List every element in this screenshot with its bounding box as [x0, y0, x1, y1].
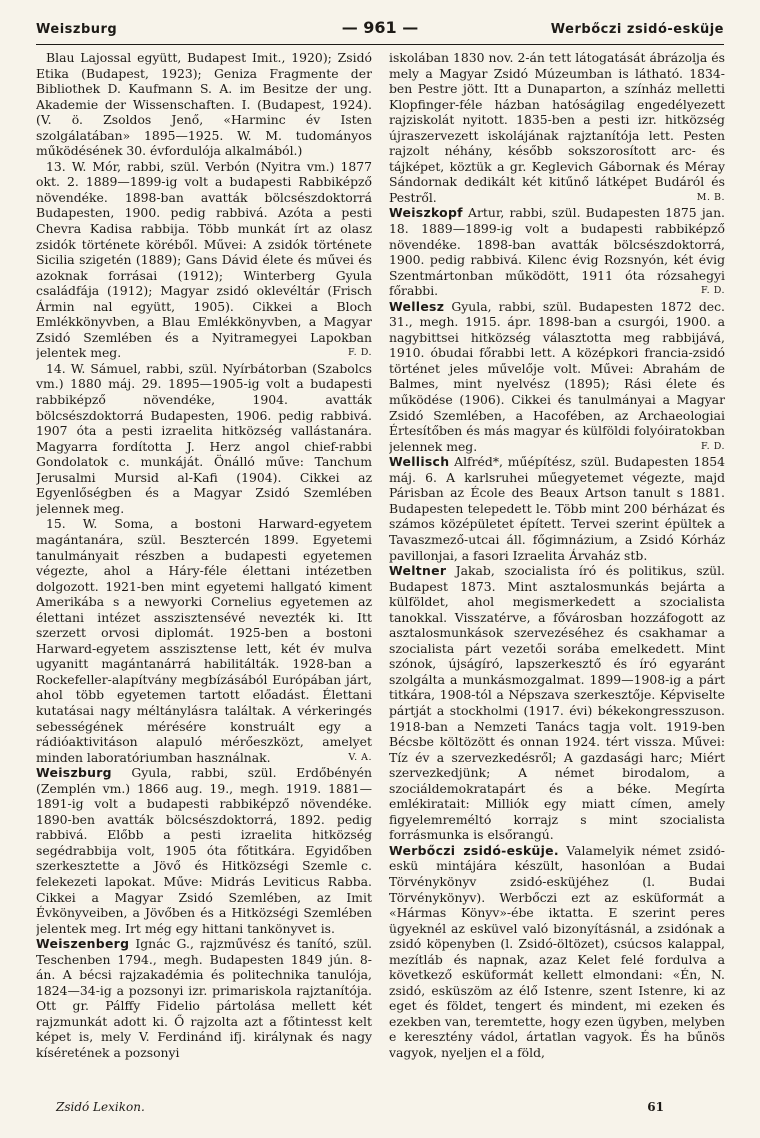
entry-body-text: Blau Lajossal együtt, Budapest Imit., 1920); Zsidó Etika (Budapest, 1923); Geniza Fragmente der Bibliothek D. Kaufmann S. A. im Besitze der ung. Akademie der Wissenschaften. I. (Budapest, 1924). (V. ö. Zsoldos Jenő, «Harminc év Isten szolgálatában» 1895—1925. W. M. tudományos működésének 30. évfordulója alkalmából.): [36, 50, 372, 159]
lexicon-entry: [36, 936, 372, 1060]
lexicon-entry: [389, 454, 725, 563]
lexicon-entry: [36, 361, 372, 516]
entry-body-text: Gyula, rabbi, szül. Budapesten 1872 dec. 31., megh. 1915. ápr. 1898-ban a csurgói, 1900. a nagybittsei hitközség választotta meg rabbijává, 1910. óbudai főrabbi lett. A középkori francia-zsidó történet jeles művelője volt. Művei: Abrahám de Balmes, mint nyelvész (1895); Rási élete és működése (1906). Cikkei és tanulmányai a Magyar Zsidó Szemlében, a Hacofében, az Archaeologiai Értesítőben és más magyar és külföldi folyóiratokban jelennek meg.: [389, 298, 725, 454]
entry-headword: Werbőczi zsidó-esküje.: [389, 842, 559, 858]
entry-body-text: Ignác G., rajzművész és tanító, szül. Teschenben 1794., megh. Budapesten 1849 jún. 8-án. A bécsi rajzakadémia és politechnika tanulója, 1824—34-ig a pozsonyi izr. primariskola rajztanítója. Ott gr. Pálffy Fidelio pártolása mellett két rajzmunkát adott ki. Ő rajzolta azt a főtintesst kelt képet is, mely V. Ferdinánd ifj. királynak és nagy kíséretének a pozsonyi: [36, 936, 372, 1060]
lexicon-entry: [389, 843, 725, 1061]
author-signature: F. D.: [348, 347, 372, 359]
header-page-number: — 961 —: [341, 18, 419, 37]
lexicon-entry: [36, 516, 372, 765]
lexicon-entry: [36, 765, 372, 936]
lexicon-entry: [36, 50, 372, 159]
footer-sheet-number: 61: [647, 1100, 664, 1114]
author-signature: F. D.: [701, 440, 725, 452]
author-signature: M. B.: [696, 191, 725, 203]
entry-body-text: Valamelyik német zsidó-eskü mintájára készült, hasonlóan a Budai Törvénykönyv zsidó-esküjéhez (l. Budai Törvénykönyv). Werbőczi ezt az esküformát a «Hármas Könyv»-ébe iktatta. E szerint peres ügyeknél az esküvel való bizonyításnál, a zsidónak a zsidó köpenyben (l. Zsidó-öltözet), csúcsos kalappal, mezítláb és napnak, azaz Kelet felé fordulva a következő esküformát kellett elmondani: «Én, N. zsidó, esküszöm az élő Istenre, szent Istenre, ki az eget és földet, tengert és mindent, mi ezeken és ezekben van, teremtette, hogy ezen ügyben, melyben e keresztény vádol, ártatlan vagyok. És ha bűnös vagyok, nyeljen el a föld,: [389, 842, 725, 1060]
left-column: [36, 50, 372, 1080]
entry-body-text: Artur, rabbi, szül. Budapesten 1875 jan. 18. 1889—1899-ig volt a budapesti rabbiképző növendéke. 1898-ban avatták bölcsészdoktorrá, 1900. pedig rabbivá. Kilenc évig Rozsnyón, két évig Szentmártonban működött, 1911 óta rózsahegyi főrabbi.: [389, 205, 725, 299]
entry-body-text: Gyula, rabbi, szül. Erdőbényén (Zemplén vm.) 1866 aug. 19., megh. 1919. 1881—1891-ig volt a budapesti rabbiképző növendéke. 1890-ben avatták bölcsészdoktorrá, 1892. pedig rabbivá. Előbb a pesti izraelita hitközség segédrabbija volt, 1905 óta főtitkára. Egyidőben szerkesztette a Jövő és Hitközségi Szemle c. felekezeti lapokat. Műve: Midrás Leviticus Rabba. Cikkei a Magyar Zsidó Szemlében, az Imit Évkönyveiben, a Jövőben és a Hitközségi Szemlében jelentek meg. Irt még egy hittani tankönyvet is.: [36, 765, 372, 936]
entry-body-text: Alfréd*, műépítész, szül. Budapesten 1854 máj. 6. A karlsruhei műegyetemet végezte, majd Párisban az École des Beaux Artson tanult s 1881. Budapesten telepedett le. Több mint 200 bérházat és számos középületet épített. Tervei szerint épültek a Tavaszmező-utcai áll. főgimnázium, a Zsidó Kórház pavillonjai, a fasori Izraelita Árvaház stb.: [389, 454, 725, 563]
running-header: [36, 16, 724, 45]
entry-headword: Weiszkopf: [389, 205, 463, 221]
footer-publication-title: Zsidó Lexikon.: [56, 1100, 145, 1114]
entry-body-text: 14. W. Sámuel, rabbi, szül. Nyírbátorban (Szabolcs vm.) 1880 máj. 29. 1895—1905-ig volt a budapesti rabbiképző növendéke, 1904. avatták bölcsészdoktorrá Budapesten, 1906. pedig rabbivá. 1907 óta a pesti izraelita hitközség vallástanára. Magyarra fordította J. Herz angol chief-rabbi Gondolatok c. munkáját. Önálló műve: Tanchum Jerusalmi Mursid al-Kafi (1904). Cikkei az Egyenlőségben és a Magyar Zsidó Szemlében jelennek meg.: [36, 360, 372, 516]
lexicon-entry: [36, 159, 372, 361]
author-signature: F. D.: [701, 285, 725, 297]
entry-headword: Wellesz: [389, 298, 445, 314]
entry-body-text: iskolában 1830 nov. 2-án tett látogatását ábrázolja és mely a Magyar Zsidó Múzeumban is látható. 1834-ben Pestre jött. Itt a Dunaparton, a színház melletti Klopfinger-féle házban hatóságilag engedélyezett rajziskolát nyitott. 1835-ben a pesti izr. hitközség újraszervezett iskolájának rajztanítója lett. Pesten rajzolt néhány, később sokszorosított arc- és tájképet, köztük a gr. Keglevich Gábornak és Méray Sándornak dedikált két kitűnő látképet Budáról és Pestről.: [389, 50, 725, 205]
header-left-keyword: Weiszburg: [36, 22, 118, 37]
lexicon-entry: [389, 50, 725, 205]
right-column: [389, 50, 725, 1080]
header-right-keyword: Werbőczi zsidó-esküje: [550, 22, 724, 37]
entry-headword: Weiszburg: [36, 765, 112, 781]
entry-headword: Weiszenberg: [36, 936, 130, 952]
lexicon-entry: [389, 205, 725, 298]
entry-headword: Wellisch: [389, 454, 450, 470]
lexicon-entry: [389, 563, 725, 843]
page-footer: [36, 1100, 724, 1120]
entry-body-text: 13. W. Mór, rabbi, szül. Verbón (Nyitra vm.) 1877 okt. 2. 1889—1899-ig volt a budapesti Rabbiképző növendéke. 1898-ban avatták bölcsészdoktorrá Budapesten, 1900. pedig rabbivá. Azóta a pesti Chevra Kadisa rabbija. Több munkát írt az olasz zsidók története köréből. Művei: A zsidók története Sicilia szigetén (1889); Gans Dávid élete és művei és azoknak forrásai (1912); Winterberg Gyula családfája (1912); Magyar zsidó oklevéltár (Frisch Ármin nal együtt, 1905). Cikkei a Bloch Emlékkönyvben, a Blau Emlékkönyvben, a Magyar Zsidó Szemlében és a Nyitramegyei Lapokban jelentek meg.: [36, 158, 372, 361]
lexicon-entry: [389, 299, 725, 454]
entry-body-text: 15. W. Soma, a bostoni Harward-egyetem magántanára, szül. Besztercén 1899. Egyetemi tanulmányait részben a budapesti egyetemen végezte, ahol a Háry-féle élettani intézetben dolgozott. 1921-ben mint egyetemi hallgató kiment Amerikába s a newyorki Cornelius egyetemen az élettani intézet asszisztensévé nevezték ki. Itt szerzett orvosi diplomát. 1925-ben a bostoni Harward-egyetem asszisztense lett, két év mulva ugyanitt magántanárrá habilitálták. 1928-ban a Rockefeller-alapítvány megbízásából Európában járt, ahol több egyetemen tartott előadást. Élettani kutatásai nagy méltánylásra találtak. A vérkeringés sebességének mérésére konstruált egy a rádióaktivitáson alapuló mérőeszközt, amelyet minden laboratóriumban használnak.: [36, 516, 372, 765]
entry-headword: Weltner: [389, 563, 447, 579]
author-signature: V. A.: [348, 751, 372, 763]
entry-body-text: Jakab, szocialista író és politikus, szül. Budapest 1873. Mint asztalosmunkás bejárta a külföldet, ahol megismerkedett a szocialista tanokkal. Visszatérve, a fővárosban hozzáfogott az asztalosmunkások szervezéséhez és csakhamar a szocialista párt vezetői sorába emelkedett. Mint szónok, újságíró, lapszerkesztő és író egyaránt szolgálta a munkásmozgalmat. 1899—1908-ig a párt titkára, 1908-tól a Népszava szerkesztője. Képviselte pártját a stockholmi (1917. évi) békekongresszuson. 1918-ban a Nemzeti Tanács tagja volt. 1919-ben Bécsbe költözött és onnan 1924. tért vissza. Művei: Tíz év a szervezkedésről; A gazdasági harc; Miért szervezkedjünk; A német birodalom, a szociáldemokratapárt és a béke. Megírta emlékiratait: Milliók egy miatt címen, amely figyelemreméltó korrajz s mint szocialista forrásmunka is elsőrangú.: [389, 563, 725, 843]
